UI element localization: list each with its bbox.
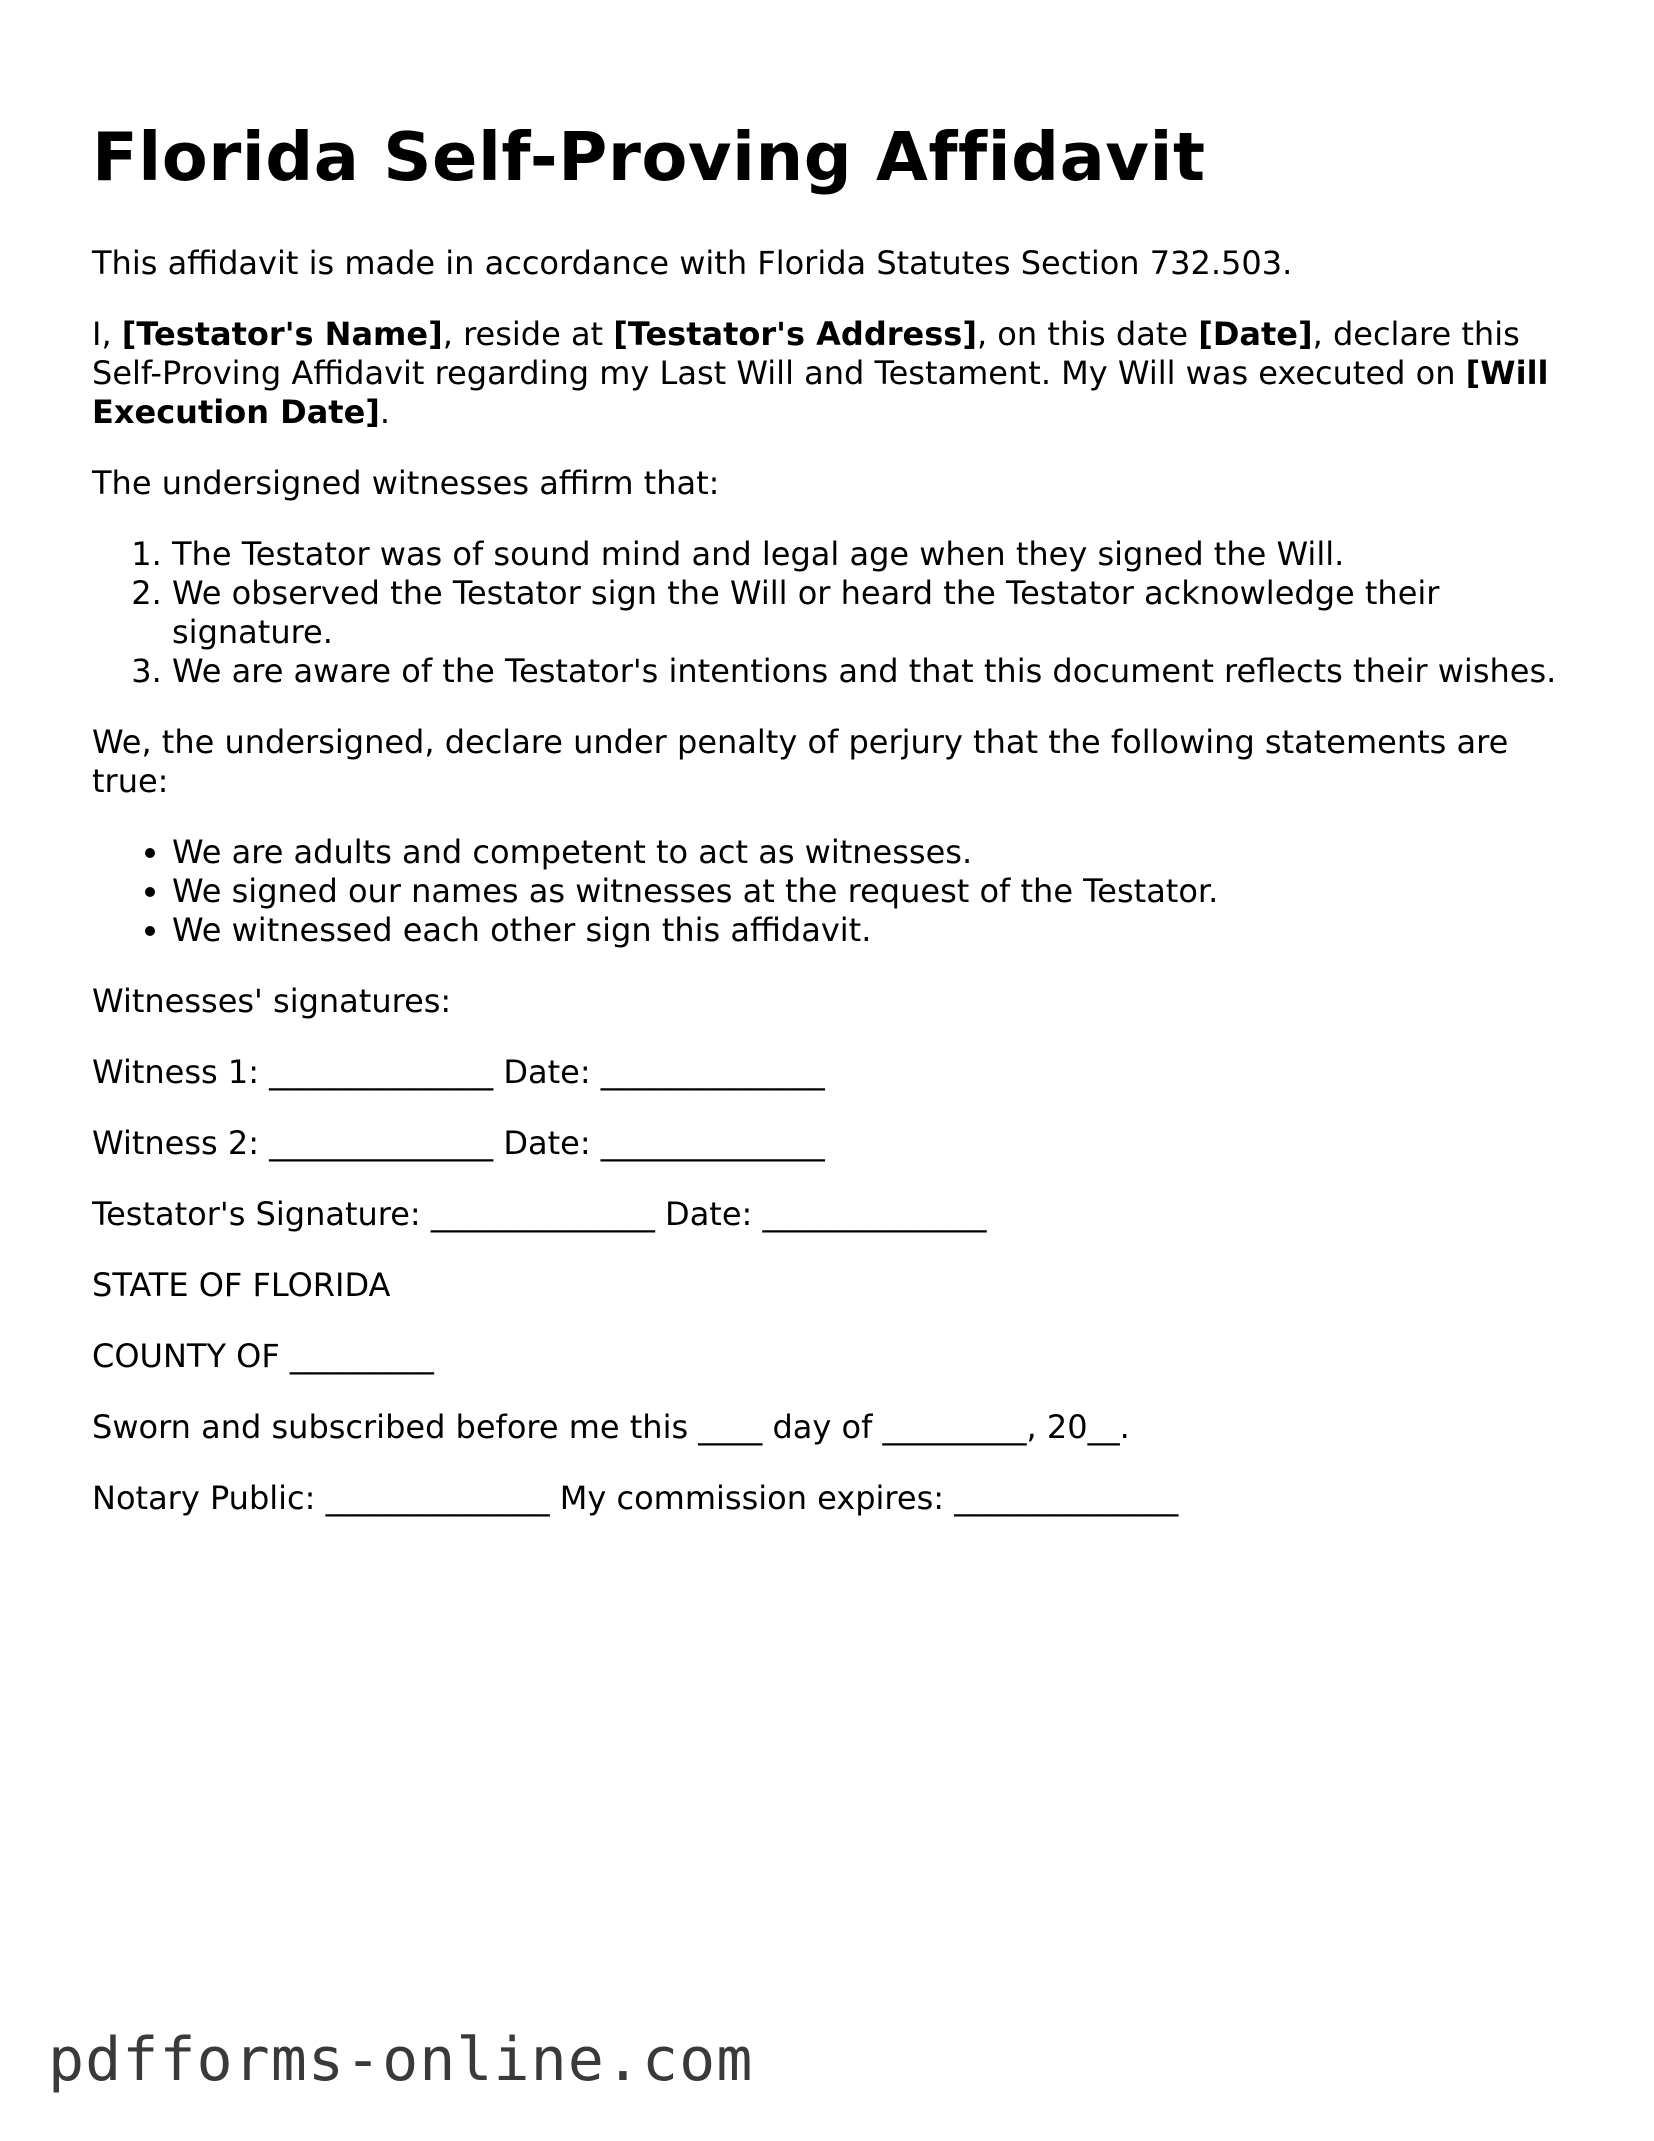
affirm-heading: The undersigned witnesses affirm that: [92, 464, 720, 502]
testator-name-placeholder: [Testator's Name] [121, 315, 443, 353]
witness-2-signature-line: Witness 2: ______________ Date: ______________ [92, 1124, 825, 1162]
perjury-item: • We signed our names as witnesses at the request of the Testator. [172, 872, 1582, 911]
declaration-paragraph [92, 315, 1582, 432]
testator-signature-line: Testator's Signature: ______________ Date: ______________ [92, 1195, 987, 1233]
sworn-line: Sworn and subscribed before me this ____ day of _________, 20__. [92, 1408, 1130, 1446]
declaration-text: , on this date [976, 315, 1199, 353]
affirm-list [92, 535, 1582, 691]
state-line: STATE OF FLORIDA [92, 1266, 391, 1304]
declaration-text: . [379, 393, 391, 431]
declaration-text: I, [92, 315, 122, 353]
perjury-statement: We, the undersigned, declare under penalty of perjury that the following statements are true: [92, 723, 1509, 800]
affirm-item: 3. We are aware of the Testator's intentions and that this document reflects their wishes. [172, 652, 1582, 691]
date-placeholder: [Date] [1198, 315, 1313, 353]
perjury-item: • We are adults and competent to act as witnesses. [172, 833, 1582, 872]
declaration-text: , declare this Self-Proving Affidavit regarding my Last Will and Testament. My Will was executed on [92, 315, 1520, 392]
declaration-text: , reside at [442, 315, 614, 353]
perjury-list [92, 833, 1582, 950]
watermark: pdfforms-online.com [48, 2025, 754, 2095]
perjury-item: • We witnessed each other sign this affidavit. [172, 911, 1582, 950]
document-page [92, 112, 1582, 1550]
affirm-item: 1. The Testator was of sound mind and legal age when they signed the Will. [172, 535, 1582, 574]
witness-1-signature-line: Witness 1: ______________ Date: ______________ [92, 1053, 825, 1091]
will-execution-date-placeholder: [Will Execution Date] [92, 354, 1549, 431]
witness-heading: Witnesses' signatures: [92, 982, 452, 1020]
county-line: COUNTY OF _________ [92, 1337, 434, 1375]
notary-line: Notary Public: ______________ My commission expires: ______________ [92, 1479, 1179, 1517]
affirm-item: 2. We observed the Testator sign the Will or heard the Testator acknowledge their signature. [172, 574, 1582, 652]
testator-address-placeholder: [Testator's Address] [613, 315, 977, 353]
intro-paragraph: This affidavit is made in accordance with Florida Statutes Section 732.503. [92, 244, 1293, 282]
document-title: Florida Self-Proving Affidavit [92, 118, 1206, 196]
